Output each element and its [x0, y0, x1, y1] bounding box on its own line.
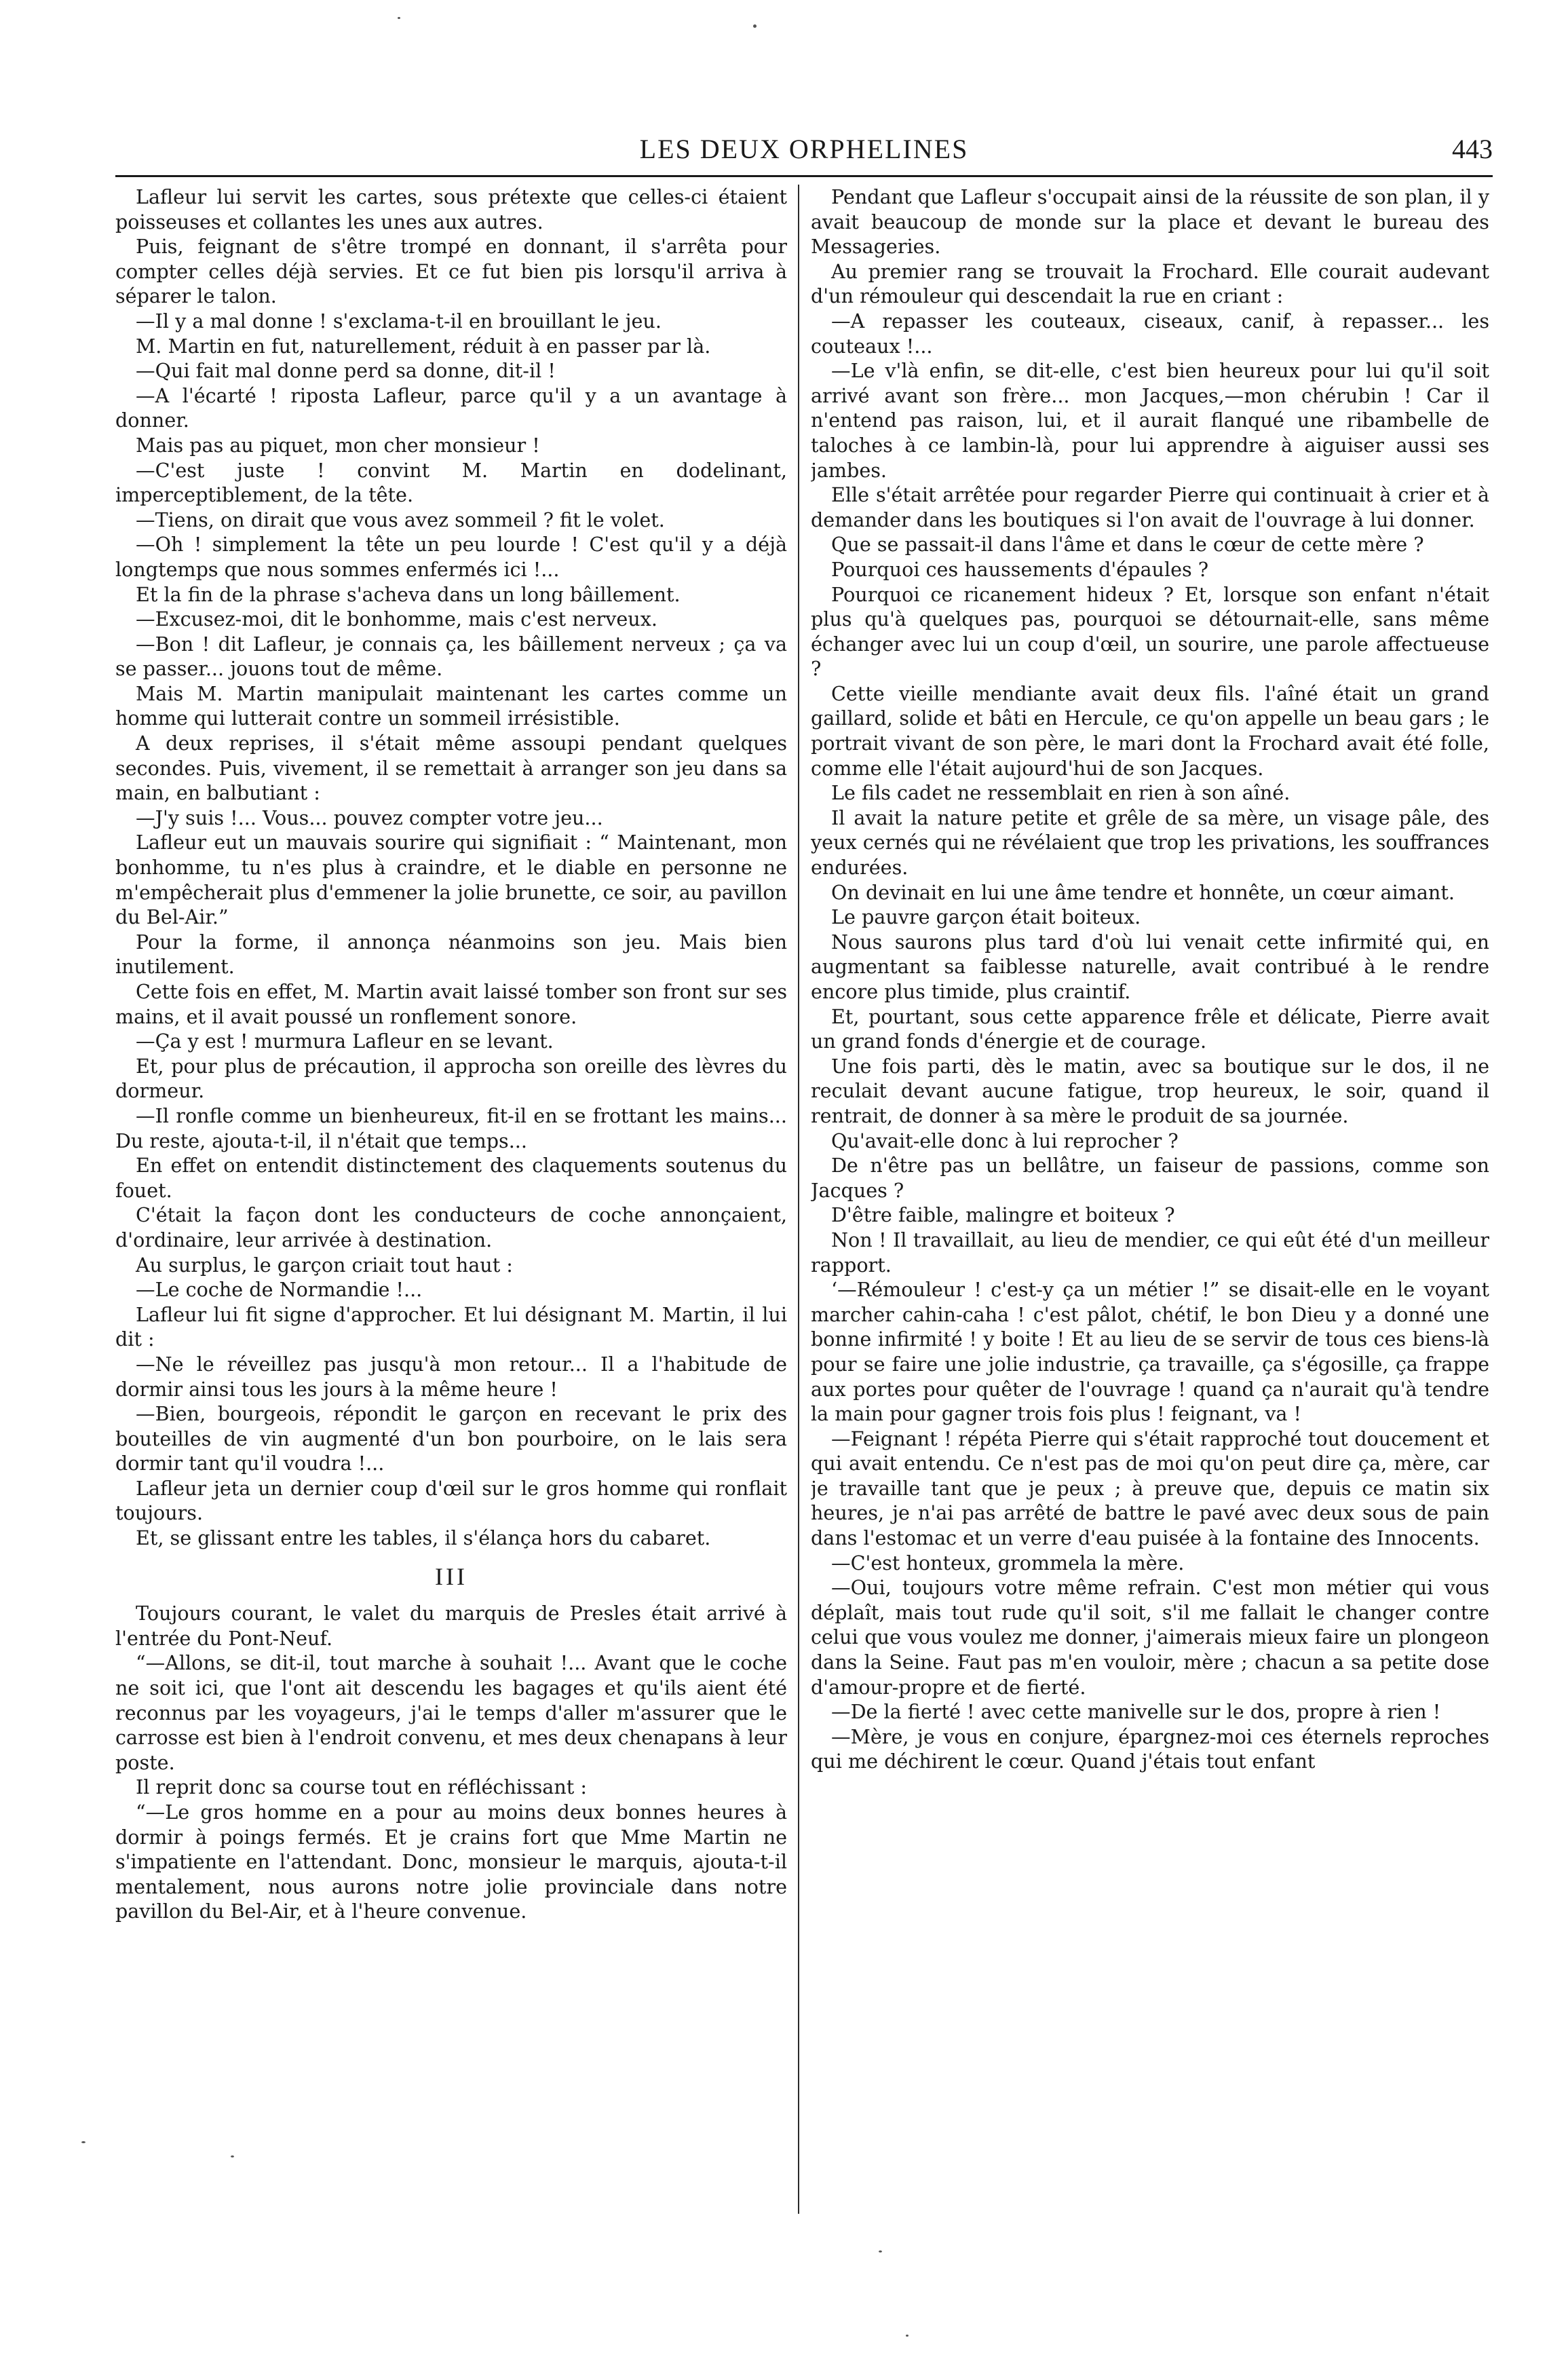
paragraph: —Bien, bourgeois, répondit le garçon en recevant le prix des bouteilles de vin augmenté d'un bon pourboire, on le lais sera dormir tant qu'il voudra !... — [115, 1402, 787, 1475]
paragraph: De n'être pas un bellâtre, un faiseur de passions, comme son Jacques ? — [811, 1154, 1489, 1202]
paragraph: —Bon ! dit Lafleur, je connais ça, les bâillement nerveux ; ça va se passer... jouons tout de même. — [115, 632, 787, 681]
paragraph: “—Allons, se dit-il, tout marche à souhait !... Avant que le coche ne soit ici, que l'ont ait descendu les bagages et qu'ils aient été reconnus par les voyageurs, j'ai le temps d'aller m'assurer que le carrosse est bien à l'endroit convenu, et mes deux chenapans à leur poste. — [115, 1651, 787, 1774]
paragraph: Pendant que Lafleur s'occupait ainsi de la réussite de son plan, il y avait beaucoup de monde sur la place et devant le bureau des Messageries. — [811, 185, 1489, 259]
paragraph: Cette vieille mendiante avait deux fils. l'aîné était un grand gaillard, solide et bâti en Hercule, ce qu'on appelle un beau gars ; le portrait vivant de son père, le mari dont la Frochard avait été folle, comme elle l'était aujourd'hui de son Jacques. — [811, 681, 1489, 780]
paragraph: —Qui fait mal donne perd sa donne, dit-il ! — [136, 359, 556, 383]
paragraph: —Le v'là enfin, se dit-elle, c'est bien heureux pour lui qu'il soit arrivé avant son frère... mon Jacques,—mon chérubin ! Car il n'entend pas raison, lui, et il aurait flanqué une ribambelle de taloches à ce lambin-là, pour lui apprendre à aiguiser aussi ses jambes. — [811, 359, 1489, 482]
paragraph: Que se passait-il dans l'âme et dans le cœur de cette mère ? — [831, 533, 1424, 557]
paragraph: —Il y a mal donne ! s'exclama-t-il en brouillant le jeu. — [136, 309, 662, 333]
paragraph: Cette fois en effet, M. Martin avait laissé tomber son front sur ses mains, et il avait poussé un ronflement sonore. — [115, 980, 787, 1028]
paragraph: Le fils cadet ne ressemblait en rien à son aîné. — [831, 781, 1290, 805]
paragraph: Elle s'était arrêtée pour regarder Pierre qui continuait à crier et à demander dans les boutiques si l'on avait de l'ouvrage à lui donner. — [811, 483, 1489, 531]
paragraph: Puis, feignant de s'être trompé en donnant, il s'arrêta pour compter celles déjà servies. Et ce fut bien pis lorsqu'il arriva à séparer le talon. — [115, 235, 787, 308]
paragraph: Et, pourtant, sous cette apparence frêle et délicate, Pierre avait un grand fonds d'énergie et de courage. — [811, 1004, 1489, 1053]
paragraph: —Le coche de Normandie !... — [136, 1278, 423, 1302]
paragraph: ‘—Rémouleur ! c'est-y ça un métier !” se disait-elle en le voyant marcher cahin-caha ! c'est pâlot, chétif, le bon Dieu y a donné une bonne infirmité ! y boite ! Et au lieu de se servir de tous ces biens-là pour se faire une jolie industrie, ça travaille, ça s'égosille, ça frappe aux portes pour quêter de l'ouvrage ! quand ça n'aurait qu'à tendre la main pour gagner trois fois plus ! feignant, va ! — [811, 1278, 1489, 1426]
paragraph: Mais pas au piquet, mon cher monsieur ! — [136, 433, 540, 457]
section-heading: III — [435, 1562, 467, 1590]
scan-speck — [398, 17, 400, 19]
scan-speck — [753, 24, 757, 28]
paragraph: On devinait en lui une âme tendre et honnête, un cœur aimant. — [831, 880, 1455, 904]
running-title: LES DEUX ORPHELINES — [639, 134, 969, 164]
right-column — [811, 185, 1489, 2221]
paragraph: —Tiens, on dirait que vous avez sommeil ? fit le volet. — [136, 508, 665, 531]
left-column — [115, 185, 787, 2221]
paragraph: Lafleur eut un mauvais sourire qui signifiait : “ Maintenant, mon bonhomme, tu n'es plus à craindre, et le diable en personne ne m'empêcherait plus d'emmener la jolie brunette, ce soir, au pavillon du Bel-Air.” — [115, 831, 787, 929]
paragraph: —Ne le réveillez pas jusqu'à mon retour... Il a l'habitude de dormir ainsi tous les jours à la même heure ! — [115, 1352, 787, 1401]
paragraph: Pourquoi ce ricanement hideux ? Et, lorsque son enfant n'était plus qu'à quelques pas, pourquoi se détournait-elle, sans même échanger avec lui un coup d'œil, un sourire, une parole affectueuse ? — [811, 582, 1489, 681]
paragraph: —A l'écarté ! riposta Lafleur, parce qu'il y a un avantage à donner. — [115, 383, 787, 432]
paragraph: —Feignant ! répéta Pierre qui s'était rapproché tout doucement et qui avait entendu. Ce n'est pas de moi qu'on peut dire ça, mère, car je travaille tant que je peux ; à preuve que, depuis ce matin six heures, je n'ai pas arrêté de battre le pavé avec deux sous de pain dans l'estomac et un verre d'eau puisée à la fontaine des Innocents. — [811, 1427, 1489, 1550]
header-rule — [115, 175, 1493, 177]
paragraph: Le pauvre garçon était boiteux. — [831, 905, 1141, 929]
paragraph: Mais M. Martin manipulait maintenant les cartes comme un homme qui lutterait contre un sommeil irrésistible. — [115, 681, 787, 730]
paragraph: Non ! Il travaillait, au lieu de mendier, ce qui eût été d'un meilleur rapport. — [811, 1228, 1489, 1277]
paragraph: —Mère, je vous en conjure, épargnez-moi ces éternels reproches qui me déchirent le cœur. Quand j'étais tout enfant — [811, 1724, 1489, 1773]
paragraph: Lafleur lui fit signe d'approcher. Et lui désignant M. Martin, il lui dit : — [115, 1302, 787, 1351]
scan-speck — [906, 2335, 909, 2337]
paragraph: Et, se glissant entre les tables, il s'élança hors du cabaret. — [136, 1526, 711, 1550]
paragraph: —Oh ! simplement la tête un peu lourde ! C'est qu'il y a déjà longtemps que nous sommes enfermés ici !... — [115, 533, 787, 581]
paragraph: —Excusez-moi, dit le bonhomme, mais c'est nerveux. — [136, 607, 657, 631]
paragraph: —C'est juste ! convint M. Martin en dodelinant, imperceptiblement, de la tête. — [115, 458, 787, 507]
paragraph: —J'y suis !... Vous... pouvez compter votre jeu... — [136, 806, 603, 829]
paragraph: M. Martin en fut, naturellement, réduit à en passer par là. — [136, 334, 711, 358]
scan-speck — [81, 2141, 85, 2143]
paragraph: Toujours courant, le valet du marquis de Presles était arrivé à l'entrée du Pont-Neuf. — [115, 1602, 787, 1650]
paragraph: Une fois parti, dès le matin, avec sa boutique sur le dos, il ne reculait devant aucune fatigue, trop heureux, le soir, quand il rentrait, de donner à sa mère le produit de sa journée. — [811, 1054, 1489, 1127]
paragraph: Pourquoi ces haussements d'épaules ? — [831, 557, 1209, 581]
paragraph: Il avait la nature petite et grêle de sa mère, un visage pâle, des yeux cernés qui ne révélaient que trop les privations, les souffrances endurées. — [811, 806, 1489, 880]
paragraph: Nous saurons plus tard d'où lui venait cette infirmité qui, en augmentant sa faiblesse naturelle, avait contribué à le rendre encore plus timide, plus craintif. — [811, 930, 1489, 1003]
paragraph: Qu'avait-elle donc à lui reprocher ? — [831, 1129, 1179, 1152]
paragraph: Lafleur lui servit les cartes, sous prétexte que celles-ci étaient poisseuses et collantes les unes aux autres. — [115, 185, 787, 233]
scan-speck — [231, 2155, 234, 2157]
page-number: 443 — [1452, 134, 1493, 164]
paragraph: Au surplus, le garçon criait tout haut : — [136, 1253, 513, 1277]
paragraph: Et la fin de la phrase s'acheva dans un long bâillement. — [136, 582, 681, 606]
paragraph: —De la fierté ! avec cette manivelle sur le dos, propre à rien ! — [831, 1700, 1441, 1724]
column-divider — [798, 185, 799, 2214]
paragraph: Pour la forme, il annonça néanmoins son jeu. Mais bien inutilement. — [115, 930, 787, 979]
paragraph: —Ça y est ! murmura Lafleur en se levant. — [136, 1030, 554, 1053]
paragraph: Au premier rang se trouvait la Frochard. Elle courait audevant d'un rémouleur qui descendait la rue en criant : — [811, 259, 1489, 308]
paragraph: —C'est honteux, grommela la mère. — [831, 1551, 1185, 1575]
paragraph: “—Le gros homme en a pour au moins deux bonnes heures à dormir à poings fermés. Et je crains fort que Mme Martin ne s'impatiente en l'attendant. Donc, monsieur le marquis, ajouta-t-il mentalement, nous aurons notre jolie provinciale dans notre pavillon du Bel-Air, et à l'heure convenue. — [115, 1800, 787, 1923]
paragraph: —Il ronfle comme un bienheureux, fit-il en se frottant les mains... Du reste, ajouta-t-il, il n'était que temps... — [115, 1104, 787, 1152]
paragraph: A deux reprises, il s'était même assoupi pendant quelques secondes. Puis, vivement, il se remettait à arranger son jeu dans sa main, en balbutiant : — [115, 732, 787, 805]
paragraph: D'être faible, malingre et boiteux ? — [831, 1203, 1175, 1227]
paragraph: —Oui, toujours votre même refrain. C'est mon métier qui vous déplaît, mais tout rude qu'il soit, s'il me fallait le changer contre celui que vous voulez me donner, j'aimerais mieux faire un plongeon dans la Seine. Faut pas m'en vouloir, mère ; chacun a sa petite dose d'amour-propre et de fierté. — [811, 1576, 1489, 1699]
running-head — [115, 129, 1493, 170]
paragraph: Lafleur jeta un dernier coup d'œil sur le gros homme qui ronflait toujours. — [115, 1476, 787, 1525]
paragraph: En effet on entendit distinctement des claquements soutenus du fouet. — [115, 1154, 787, 1202]
paragraph: —A repasser les couteaux, ciseaux, canif, à repasser... les couteaux !... — [811, 309, 1489, 358]
paragraph: Il reprit donc sa course tout en réfléchissant : — [136, 1775, 587, 1799]
paragraph: Et, pour plus de précaution, il approcha son oreille des lèvres du dormeur. — [115, 1054, 787, 1103]
scan-speck — [879, 2250, 882, 2252]
paragraph: C'était la façon dont les conducteurs de coche annonçaient, d'ordinaire, leur arrivée à destination. — [115, 1203, 787, 1251]
